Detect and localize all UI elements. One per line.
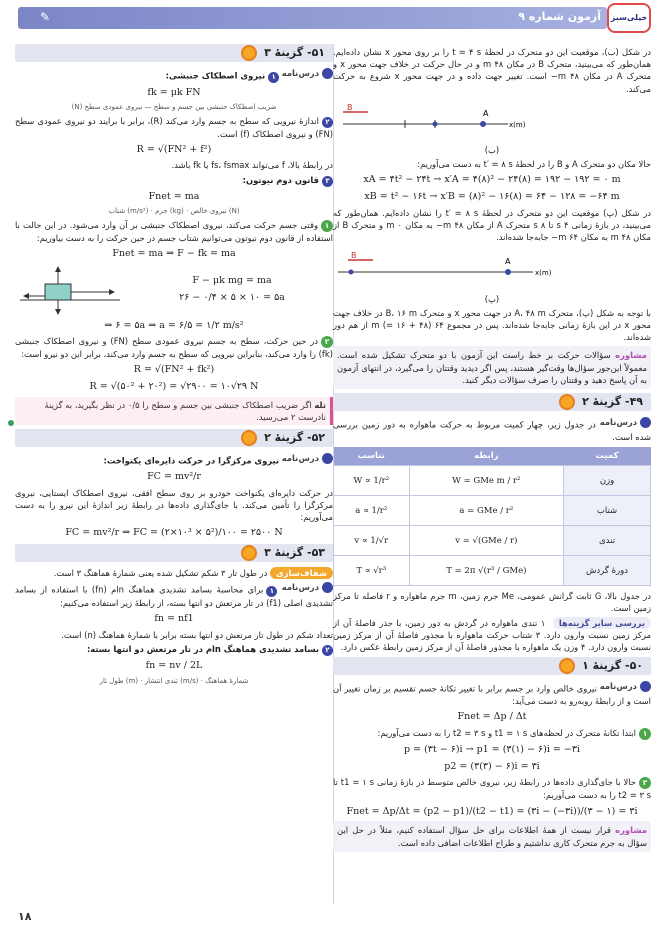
- step-number: ۱: [266, 586, 277, 597]
- q49-header: [333, 393, 651, 411]
- note-text: (m) طول تار: [99, 676, 139, 685]
- svg-text:x(m): x(m): [509, 120, 526, 129]
- step-number: ۱: [268, 72, 279, 83]
- q48-text-1: در شکل (ب)، موقعیت این دو متحرک در لحظهٔ t = ۴ s را بر روی محور x نشان داده‌ایم. همان‌طور که می‌بینید، متحرک B در مکان ۴۸ m و در حال حرکت در خلاف جهت محور x و متحرک A در مکان ۴۸ m− است. تغییر جهت داده و در جهت محور x شروع به حرکت می‌کند.: [333, 47, 652, 94]
- table-header: رابطه: [409, 447, 564, 466]
- q49-lesson: [333, 416, 651, 443]
- advice-box: [333, 346, 651, 389]
- q51-point-2-text: اندازهٔ نیرویی که سطح به جسم وارد می‌کند (R)، برابر با برایند دو نیروی عمودی سطح (FN) و نیروی اصطکاک (f) است.: [15, 115, 333, 139]
- satellite-table: [333, 447, 651, 586]
- book-icon: ✎: [39, 10, 50, 24]
- lesson-book-icon: [322, 68, 333, 79]
- clarify-badge: شفاف‌سازی: [270, 567, 333, 579]
- page-number: ۱۸: [18, 910, 32, 924]
- table-row: [334, 496, 651, 526]
- q51-formula-3: Fnet = ma: [148, 190, 200, 202]
- q51-formula-4: Fnet = ma ⇒ F − fk = ma: [112, 247, 236, 259]
- q51-formula-3-note: (N) نیروی خالص · (kg) جرم · (m/s²) شتاب: [108, 207, 240, 216]
- q52-text: در حرکت دایره‌ای یکنواخت خودرو بر روی سطح افقی، نیروی اصطکاک ایستایی، نیروی مرکزگرا را تأمین می‌کند. با جای‌گذاری داده‌ها در رابطهٔ زیر اندازهٔ این نیرو را به دست می‌آوریم:: [15, 487, 333, 523]
- table-row: [334, 556, 651, 586]
- q53-clarify-text: در طول تار ۳ شکم تشکیل شده یعنی شمارهٔ هماهنگ ۳ است.: [53, 568, 268, 579]
- lesson-badge: [282, 581, 333, 593]
- advice-text-2: قرار نیست از همهٔ اطلاعات برای حل سؤال استفاده کنیم، مثلاً در حل این سؤال به جرم متحرک کاری نداشتیم و طراح اطلاعات اضافی داده است.: [337, 825, 647, 848]
- q51-formula-1: fk = μk FN: [147, 86, 201, 98]
- q53-title: ۵۳- گزینهٔ ۳: [264, 546, 325, 560]
- q49-other: [333, 617, 651, 654]
- q53-text-3-b: بسامد تشدیدی هماهنگ nام در تار مرتعش دو انتها بسته:: [86, 644, 319, 655]
- q53-formula-2-note: شمارهٔ هماهنگ · (m/s) تندی انتشار · (m) طول تار: [99, 676, 249, 685]
- table-cell: دورهٔ گردش: [564, 556, 651, 586]
- note-text: نیروی عمودی سطح (N): [71, 103, 143, 112]
- q52-title: ۵۲- گزینهٔ ۲: [264, 431, 325, 445]
- note-text: (m/s²) شتاب: [108, 207, 149, 216]
- q51-formula-9: R = √(۵۰² + ۲۰²) = √۲۹۰۰ = ۱۰√۲۹ N: [89, 381, 259, 393]
- q51-law: [15, 174, 333, 187]
- trap-label: تله: [314, 399, 326, 410]
- q50-step-2-text: حالا با جای‌گذاری داده‌ها در رابطهٔ زیر، نیروی خالص متوسط در بازهٔ زمانی t1 = ۱ s تا t2 = ۳ s را به دست می‌آوریم:: [333, 777, 651, 801]
- table-cell: W = GMe m / r²: [409, 466, 564, 496]
- lesson-badge: [600, 680, 651, 692]
- svg-text:A: A: [505, 257, 511, 267]
- step-badge: ۲: [321, 336, 333, 348]
- force-diagram: [15, 264, 125, 316]
- lesson-label: درس‌نامه: [281, 68, 319, 78]
- table-cell: تندی: [564, 526, 651, 556]
- svg-text:B: B: [351, 251, 357, 261]
- table-header: کمیت: [564, 447, 651, 466]
- q50-title: ۵۰- گزینهٔ ۱: [582, 659, 643, 673]
- q50-step-1-text: ابتدا تکانهٔ متحرک در لحظه‌های t1 = ۱ s و t2 = ۳ s را به دست می‌آوریم:: [377, 727, 636, 738]
- q52-formula-2: FC = mv²/r ⇒ FC = (۲×۱۰³ × ۵²)/۱۰۰ = ۲۵۰۰ N: [65, 527, 283, 539]
- q51-law-title: قانون دوم نیوتون:: [242, 174, 319, 185]
- clock-icon: [559, 658, 575, 674]
- lesson-label: درس‌نامه: [599, 681, 637, 692]
- q49-other-text: ۱ تندی ماهواره در گردش به دور زمین، با جذر فاصلهٔ آن از مرکز زمین نسبت وارون دارد. ۳ شتاب حرکت ماهواره با مجذور فاصلهٔ آن از مرکز زمین نسبت وارون دارد. ۴ وزن یک ماهواره با مجذور فاصلهٔ آن از مرکز زمین رابطهٔ عکس دارد.: [333, 617, 651, 652]
- header-title: آزمون شماره ۹: [518, 10, 601, 23]
- svg-text:x(m): x(m): [535, 269, 552, 278]
- trap-box: [15, 397, 333, 425]
- table-header: تناسب: [334, 447, 410, 466]
- q53-lesson: [15, 581, 333, 609]
- lesson-book-icon: [640, 681, 651, 692]
- q51-point-2: [15, 115, 333, 140]
- advice-box-2: [333, 821, 651, 851]
- note-text: (N) نیروی خالص: [190, 207, 240, 216]
- table-cell: T = 2π √(r³ / GMe): [409, 556, 564, 586]
- step-number: ۲: [322, 645, 333, 656]
- q51-step-1: [15, 219, 333, 244]
- lesson-label: درس‌نامه: [281, 453, 319, 464]
- q50-step-2: [333, 776, 651, 801]
- eq-xa: xA = ۴t² − ۲۴t → x′A = ۴(۸)² − ۲۴(۸) = ۱۹۲ − ۱۹۲ = ۰ m: [363, 174, 621, 186]
- note-text: ضریب اصطکاک جنبشی بین جسم و سطح: [153, 103, 277, 112]
- figure-b-axis: [333, 101, 651, 137]
- q51-step-2: [15, 335, 333, 360]
- q51-force-diagram-row: [15, 264, 333, 316]
- eq-xb: xB = t² − ۱۶t → x′B = (۸)² − ۱۶(۸) = ۶۴ − ۱۲۸ = −۶۴ m: [364, 191, 620, 203]
- page-header: [0, 0, 669, 34]
- note-text: (m/s) تندی انتشار: [144, 676, 199, 685]
- q52-lesson-title: نیروی مرکزگرا در حرکت دایره‌ای یکنواخت:: [103, 455, 280, 466]
- figure-b-label: (ب): [484, 144, 500, 155]
- clock-icon: [241, 45, 257, 61]
- q51-title: ۵۱- گزینهٔ ۳: [264, 46, 325, 59]
- q50-lesson: [333, 680, 651, 707]
- table-cell: a ∝ 1/r²: [334, 496, 410, 526]
- q53-clarify: [15, 567, 333, 579]
- q51-step-2-text: در حین حرکت، سطح به جسم نیروی عمودی سطح (FN) و نیروی اصطکاک جنبشی (fk) را وارد می‌کند، بنابراین نیرویی که سطح به جسم وارد می‌کند، برابر این دو نیرو است:: [15, 336, 333, 360]
- lesson-badge: [282, 67, 333, 79]
- table-cell: v = √(GMe / r): [409, 526, 564, 556]
- q50-step-1: [333, 727, 651, 740]
- lesson-book-icon: [322, 453, 333, 464]
- q51-point-3: در رابطهٔ بالا، f می‌تواند fs، fsmax یا fk باشد.: [171, 160, 333, 171]
- note-text: (kg) جرم: [155, 207, 184, 216]
- q51-lesson: [15, 67, 333, 83]
- right-column: [333, 44, 651, 855]
- table-row: [334, 526, 651, 556]
- q51-lesson-title: نیروی اصطکاک جنبشی:: [165, 70, 266, 81]
- q53-text-3: [15, 643, 333, 656]
- clock-icon: [559, 394, 575, 410]
- q50-formula-1: Fnet = Δp / Δt: [457, 711, 527, 723]
- table-cell: شتاب: [564, 496, 651, 526]
- q48-text-4: با توجه به شکل (پ)، متحرک A، ۴۸ m در جهت محور x و متحرک B، ۱۶ m در خلاف جهت محور x در این بازهٔ زمانی جابه‌جا شده‌اند. پس در مجموع ۶۴ m (= ۱۶ + ۴۸) از هم دور شده‌اند.: [333, 307, 651, 343]
- table-cell: وزن: [564, 466, 651, 496]
- figure-p-label: (پ): [484, 293, 500, 304]
- q49-title: ۴۹- گزینهٔ ۲: [582, 394, 643, 408]
- q53-text-2: تعداد شکم در طول تار مرتعش دو انتها بسته برابر با شمارهٔ هماهنگ (n) است.: [61, 629, 333, 640]
- step-badge: ۲: [639, 777, 651, 789]
- q49-lesson-title: در جدول زیر، چهار کمیت مربوط به حرکت ماهواره به دور زمین بررسی شده است.: [333, 419, 651, 442]
- table-cell: T ∝ √r³: [334, 556, 410, 586]
- table-cell: W ∝ 1/r²: [334, 466, 410, 496]
- table-cell: a = GMe / r²: [409, 496, 564, 526]
- advice-text: سؤالات حرکت بر خط راست این آزمون با دو متحرک تشکیل شده است. معمولاً این‌جور سؤال‌ها وقت‌گیر هستند، پس اگر دیدید وقتتان را می‌گیرد، در انتهای آزمون به آن پاسخ دهید و وقتتان را صرف سؤالات دیگر کنید.: [337, 350, 647, 385]
- q50-formula-4: Fnet = Δp/Δt = (p2 − p1)/(t2 − t1) = (۳i − (−۳i))/(۳ − ۱) = ۳i: [346, 805, 638, 817]
- q51-formula-6: ۲۶ − ۰/۴ × ۵ × ۱۰ = ۵a: [179, 292, 285, 303]
- step-number: ۳: [322, 176, 333, 187]
- q52-header: [15, 429, 333, 447]
- q49-text: در جدول بالا، G ثابت گرانش عمومی، Me جرم زمین، m جرم ماهواره و r فاصله تا مرکز زمین است.: [333, 591, 652, 614]
- svg-text:A: A: [483, 108, 489, 118]
- q51-work: [131, 271, 333, 308]
- q50-lesson-title: نیروی خالص وارد بر جسم برابر با تغییر تکانهٔ جسم تقسیم بر زمان تغییر آن است و از رابطهٔ روبه‌رو به دست می‌آید:: [333, 683, 651, 706]
- figure-p-axis: [333, 249, 651, 285]
- other-options-badge: بررسی سایر گزینه‌ها: [553, 617, 651, 629]
- q51-formula-7: ⇒ ۶ = ۵a ⇒ a = ۶/۵ = ۱/۲ m/s²: [104, 319, 244, 331]
- svg-text:B: B: [347, 102, 353, 112]
- lesson-badge: [282, 452, 333, 464]
- step-badge: ۱: [321, 220, 333, 232]
- q50-formula-2: p = (۳t − ۶)i → p1 = (۳(۱) − ۶)i = −۳i: [404, 743, 580, 755]
- table-header-row: [334, 447, 651, 466]
- q51-formula-5: F − μk mg = ma: [192, 275, 272, 287]
- step-number: ۲: [322, 117, 333, 128]
- lesson-label: درس‌نامه: [281, 582, 319, 593]
- q53-text-1: برای محاسبهٔ بسامد تشدیدی هماهنگ nام (fn) با استفاده از بسامد تشدیدی اصلی (f1) در تار مرتعش دو انتها بسته، از رابطهٔ زیر استفاده می‌کنیم:: [15, 585, 333, 609]
- table-row: [334, 466, 651, 496]
- q52-lesson: [15, 452, 333, 467]
- q50-header: [333, 657, 651, 675]
- lesson-book-icon: [322, 582, 333, 593]
- q53-formula-1: fn = nf1: [154, 613, 194, 625]
- publisher-logo: خیلی‌سبز: [607, 3, 651, 33]
- table-cell: v ∝ 1/√r: [334, 526, 410, 556]
- q51-formula-2: R = √(FN² + f²): [136, 143, 212, 155]
- q51-formula-8: R = √(FN² + fk²): [133, 364, 215, 376]
- q53-header: [15, 544, 333, 562]
- q52-formula-1: FC = mv²/r: [147, 471, 201, 483]
- q53-formula-2: fn = nv / 2L: [145, 660, 203, 672]
- clock-icon: [241, 430, 257, 446]
- margin-dot: [8, 420, 14, 426]
- q51-step-1-text: وقتی جسم حرکت می‌کند، نیروی اصطکاک جنبشی بر آن وارد می‌شود. در این حالت با استفاده از قانون دوم نیوتون می‌توانیم شتاب جسم در حین حرکت را به دست بیاوریم:: [15, 219, 333, 243]
- note-text: شمارهٔ هماهنگ: [205, 676, 249, 685]
- q51-formula-1-note: ضریب اصطکاک جنبشی بین جسم و سطح — نیروی عمودی سطح (N): [71, 103, 277, 112]
- advice-label: مشاوره: [615, 825, 647, 836]
- q50-formula-3: p2 = (۳(۳) − ۶)i = ۳i: [444, 760, 540, 772]
- lesson-badge: [600, 416, 651, 428]
- advice-label: مشاوره: [615, 350, 647, 361]
- lesson-label: درس‌نامه: [599, 416, 638, 427]
- left-column: [15, 44, 333, 686]
- q48-text-3: در شکل (پ) موقعیت این دو متحرک در لحظهٔ t′ = ۸ s را نشان داده‌ایم. همان‌طور که می‌بینید، در بازهٔ زمانی ۴ s تا ۸ s متحرک A از مکان ۴۸ m− به مکان ۰ m و متحرک B از مکان ۴۸ m به مکان ۶۴ m− جابه‌جا شده‌اند.: [333, 207, 651, 243]
- trap-text: اگر ضریب اصطکاک جنبشی بین جسم و سطح را ۰/۵ در نظر بگیرید، به گزینهٔ نادرست ۲ می‌رسید.: [44, 399, 326, 423]
- lesson-book-icon: [640, 417, 651, 428]
- clock-icon: [241, 545, 257, 561]
- q51-header: [15, 44, 333, 62]
- q48-text-2: حالا مکان دو متحرک A و B را در لحظهٔ t′ = ۸ s به دست می‌آوریم:: [417, 159, 651, 170]
- step-badge: ۱: [639, 728, 651, 740]
